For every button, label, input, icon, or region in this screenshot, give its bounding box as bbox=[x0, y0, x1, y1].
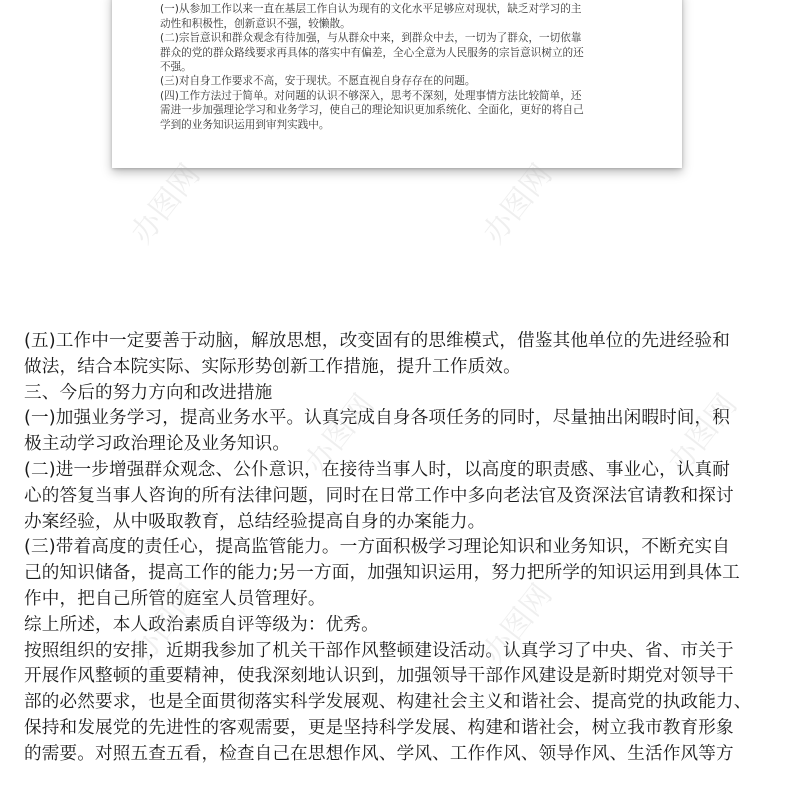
preview-line: (四)工作方法过于简单。对问题的认识不够深入，思考不深刻，处理事情方法比较简单，还 bbox=[160, 89, 582, 102]
paragraph-line: (五)工作中一定要善于动脑，解放思想，改变固有的思维模式，借鉴其他单位的先进经验和 bbox=[24, 331, 731, 351]
preview-line: 不强。 bbox=[160, 61, 192, 74]
preview-line: (三)对自身工作要求不高，安于现状。不愿直视自身存存在的问题。 bbox=[160, 75, 476, 88]
preview-line: (二)宗旨意识和群众观念有待加强，与从群众中来，到群众中去，一切为了群众，一切依靠 bbox=[160, 32, 582, 45]
paragraph-line: 开展作风整顿的重要精神，使我深刻地认识到，加强领导干部作风建设是新时期党对领导干 bbox=[24, 666, 734, 687]
preview-line: 群众的党的群众路线要求再具体的落实中有偏差，全心全意为人民服务的宗旨意识树立的还 bbox=[160, 46, 584, 59]
preview-line: 学到的业务知识运用到审判实践中。 bbox=[160, 118, 330, 131]
section-heading: 三、今后的努力方向和改进措施 bbox=[24, 382, 273, 403]
document-preview-card bbox=[112, 0, 682, 168]
preview-line: 需进一步加强理论学习和业务学习，使自己的理论知识更加系统化、全面化，更好的将自己 bbox=[160, 104, 584, 117]
paragraph-line: 己的知识储备，提高工作的能力;另一方面，加强知识运用，努力把所学的知识运用到具体工 bbox=[24, 563, 740, 584]
paragraph-line: 综上所述，本人政治素质自评等级为：优秀。 bbox=[24, 614, 379, 635]
watermark: 办图网 bbox=[124, 577, 208, 671]
watermark: 办图网 bbox=[476, 157, 560, 251]
preview-line: 动性和积极性，创新意识不强，较懒散。 bbox=[160, 17, 351, 30]
paragraph-line: 心的答复当事人咨询的所有法律问题，同时在日常工作中多向老法官及资深法官请教和探讨 bbox=[24, 485, 734, 506]
paragraph-line: 极主动学习政治理论及业务知识。 bbox=[24, 434, 291, 455]
watermark: 办图网 bbox=[476, 577, 560, 671]
watermark: 办图网 bbox=[298, 387, 382, 481]
paragraph-line: 办案经验，从中吸取教育，总结经验提高自身的办案能力。 bbox=[24, 511, 486, 532]
preview-line: (一)从参加工作以来一直在基层工作自认为现有的文化水平足够应对现状，缺乏对学习的主 bbox=[160, 3, 582, 16]
paragraph-line: 做法，结合本院实际、实际形势创新工作措施，提升工作质效。 bbox=[24, 356, 521, 377]
watermark: 办图网 bbox=[124, 157, 208, 251]
watermark: 办图网 bbox=[661, 387, 745, 481]
paragraph-line: (三)带着高度的责任心，提高监管能力。一方面积极学习理论知识和业务知识，不断充实自 bbox=[24, 537, 731, 558]
paragraph-line: (二)进一步增强群众观念、公仆意识，在接待当事人时，以高度的职责感、事业心，认真耐 bbox=[24, 459, 731, 480]
paragraph-line: 按照组织的安排，近期我参加了机关干部作风整顿建设活动。认真学习了中央、省、市关于 bbox=[24, 640, 734, 661]
paragraph-line: (一)加强业务学习，提高业务水平。认真完成自身各项任务的同时，尽量抽出闲暇时间，积 bbox=[24, 408, 731, 429]
paragraph-line: 保持和发展党的先进性的客观需要，更是坚持科学发展、构建和谐社会，树立我市教育形象 bbox=[24, 717, 734, 738]
paragraph-line: 的需要。对照五查五看，检查自己在思想作风、学风、工作作风、领导作风、生活作风等方 bbox=[24, 743, 734, 764]
paragraph-line: 作中，把自己所管的庭室人员管理好。 bbox=[24, 588, 326, 609]
document-body bbox=[24, 329, 784, 768]
paragraph-line: 部的必然要求，也是全面贯彻落实科学发展观、构建社会主义和谐社会、提高党的执政能力、 bbox=[24, 692, 752, 713]
